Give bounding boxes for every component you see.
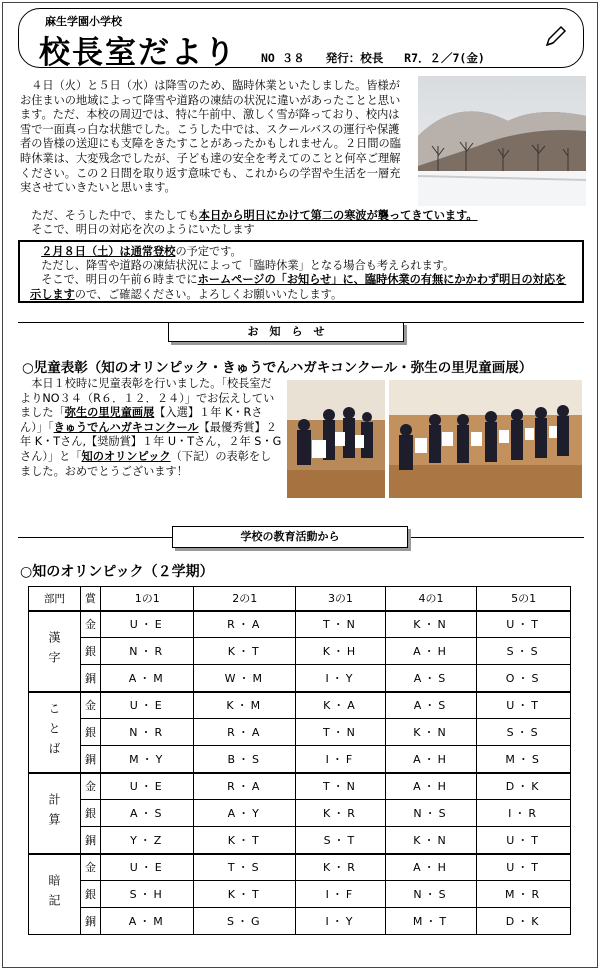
winner-cell: M・T <box>385 908 476 935</box>
medal-cell: 銅 <box>81 665 101 692</box>
notice-line-1 <box>30 245 572 259</box>
winner-cell: K・N <box>385 611 476 638</box>
award-name-art: 弥生の里児童画展 <box>64 406 155 420</box>
winner-cell: N・S <box>385 881 476 908</box>
header-award: 賞 <box>81 587 101 611</box>
notice-box <box>18 240 584 303</box>
header-dept: 部門 <box>29 587 81 611</box>
award-heading: ○児童表彰（知のオリンピック・きゅうでんハガキコンクール・弥生の里児童画展） <box>22 360 533 376</box>
winner-cell: N・R <box>101 638 194 665</box>
olympic-results-table <box>28 586 571 935</box>
award-text <box>20 377 282 479</box>
newsletter-header <box>18 8 584 71</box>
homepage-notice: ホームページの「お知らせ」に、臨時休業の有無にかかわず明日の対応を示します <box>30 273 567 301</box>
winner-cell: S・H <box>101 881 194 908</box>
notice-line-2: ただし、降雪や道路の凍結状況によって「臨時休業」となる場合も考えられます。 <box>41 259 455 273</box>
response-line <box>20 223 582 238</box>
table-row <box>29 881 571 908</box>
winner-cell: U・T <box>477 827 571 854</box>
header-class: 4の1 <box>385 587 476 611</box>
award-text-1: 本日１校時に児童表彰を行いました。「校長室だよりNO３４（R６．１２．２４）」でお伝えしていました「 <box>20 377 275 420</box>
winner-cell: B・S <box>194 746 296 773</box>
winner-cell: T・N <box>296 719 386 746</box>
winner-cell: R・A <box>194 719 296 746</box>
table-row <box>29 692 571 719</box>
header-class: 5の1 <box>477 587 571 611</box>
winner-cell: K・R <box>296 854 386 881</box>
winner-cell: K・A <box>296 692 386 719</box>
award-text-4: （下記）の表彰をしました。おめでとうございます！ <box>20 449 272 478</box>
winner-cell: A・H <box>385 854 476 881</box>
winner-cell: D・K <box>477 773 571 800</box>
winner-cell: A・H <box>385 638 476 665</box>
winner-cell: I・F <box>296 881 386 908</box>
table-row <box>29 908 571 935</box>
header-class: 2の1 <box>194 587 296 611</box>
cold-wave-lead: ただ、そうした中で、またしても <box>31 209 199 222</box>
intro-paragraph: ４日（火）と５日（水）は降雪のため、臨時休業といたしました。皆様がお住まいの地域によって降雪や道路の凍結の状況に違いがあったことと思います。ただ、本校の周辺では、特に午前中、激しく雪が降っており、校内は雪で一面真っ白な状態でした。こうした中では、スクールバスの運行や保護者の皆様の送迎にも支障をきたすことがあったかもしれません。２日間の臨時休業は、大変残念でしたが、子ども達の安全を考えてのことと何卒ご理解ください。この２日間を取り返す意味でも、これからの学習や生活を一層充実させていきたいと思います。 <box>20 79 401 195</box>
table-row <box>29 746 571 773</box>
table-row <box>29 719 571 746</box>
header-class: 3の1 <box>296 587 386 611</box>
table-row <box>29 800 571 827</box>
medal-cell: 銀 <box>81 881 101 908</box>
table-row <box>29 638 571 665</box>
award-ceremony-photo-2 <box>389 380 582 498</box>
issue-date: R7．２／7(金) <box>404 51 485 65</box>
winner-cell: A・S <box>385 665 476 692</box>
winner-cell: I・F <box>296 746 386 773</box>
response-text: そこで、明日の対応を次のようにいたします <box>31 223 255 236</box>
medal-cell: 銅 <box>81 908 101 935</box>
issuer: 発行：校長 <box>325 51 384 65</box>
notice-line-3 <box>30 273 572 301</box>
notice-line-3-lead: そこで、明日の午前６時までに <box>41 273 198 287</box>
award-name-postcard: きゅうでんハガキコンクール <box>53 420 199 434</box>
winner-cell: K・N <box>385 827 476 854</box>
cold-wave-line <box>20 209 582 224</box>
issue-number: NO ３８ <box>261 51 305 65</box>
winner-cell: U・E <box>101 854 194 881</box>
winner-cell: K・T <box>194 881 296 908</box>
winner-cell: M・Y <box>101 746 194 773</box>
cold-wave-warning: 本日から明日にかけて第二の寒波が襲ってきています。 <box>198 209 478 222</box>
winner-cell: S・S <box>477 719 571 746</box>
winner-cell: N・R <box>101 719 194 746</box>
winner-cell: M・S <box>477 746 571 773</box>
winner-cell: R・A <box>194 773 296 800</box>
medal-cell: 銅 <box>81 827 101 854</box>
winner-cell: A・H <box>385 773 476 800</box>
medal-cell: 金 <box>81 854 101 881</box>
winner-cell: S・G <box>194 908 296 935</box>
winner-cell: N・S <box>385 800 476 827</box>
winner-cell: K・N <box>385 719 476 746</box>
winner-cell: K・T <box>194 827 296 854</box>
category-cell: 漢字 <box>29 611 81 692</box>
winner-cell: I・Y <box>296 908 386 935</box>
winner-cell: U・E <box>101 611 194 638</box>
winner-cell: K・R <box>296 800 386 827</box>
category-cell: ことば <box>29 692 81 773</box>
winner-cell: I・Y <box>296 665 386 692</box>
table-row <box>29 854 571 881</box>
winner-cell: T・N <box>296 773 386 800</box>
notice-line-1-tail: の予定です。 <box>175 245 242 258</box>
winner-cell: A・M <box>101 665 194 692</box>
snow-scene-photo <box>418 76 586 206</box>
winner-cell: A・S <box>385 692 476 719</box>
award-name-olympic: 知のオリンピック <box>81 449 171 463</box>
issue-meta <box>261 50 499 66</box>
winner-cell: T・S <box>194 854 296 881</box>
header-class: 1の1 <box>101 587 194 611</box>
pencil-icon <box>543 23 569 49</box>
winner-cell: U・E <box>101 773 194 800</box>
winner-cell: K・H <box>296 638 386 665</box>
winner-cell: T・N <box>296 611 386 638</box>
intro-text <box>20 79 406 196</box>
table-row <box>29 827 571 854</box>
notice-line-3-tail: ので、ご確認ください。よろしくお願いいたします。 <box>74 287 343 301</box>
winner-cell: A・S <box>101 800 194 827</box>
medal-cell: 金 <box>81 692 101 719</box>
medal-cell: 金 <box>81 773 101 800</box>
section-title-notices: お 知 ら せ <box>168 322 404 342</box>
winner-cell: U・T <box>477 611 571 638</box>
table-row <box>29 665 571 692</box>
normal-school-day: ２月８日（土）は通常登校 <box>41 245 176 258</box>
winner-cell: U・T <box>477 692 571 719</box>
winner-cell: S・T <box>296 827 386 854</box>
winner-cell: A・M <box>101 908 194 935</box>
winner-cell: A・H <box>385 746 476 773</box>
medal-cell: 銅 <box>81 746 101 773</box>
winner-cell: U・T <box>477 854 571 881</box>
medal-cell: 銀 <box>81 800 101 827</box>
category-cell: 計算 <box>29 773 81 854</box>
school-name: 麻生学園小学校 <box>45 15 122 28</box>
table-row <box>29 611 571 638</box>
table-header-row <box>29 587 571 611</box>
winner-cell: A・Y <box>194 800 296 827</box>
winner-cell: O・S <box>477 665 571 692</box>
winner-cell: Y・Z <box>101 827 194 854</box>
winner-cell: I・R <box>477 800 571 827</box>
winner-cell: D・K <box>477 908 571 935</box>
table-row <box>29 773 571 800</box>
medal-cell: 銀 <box>81 719 101 746</box>
medal-cell: 金 <box>81 611 101 638</box>
newsletter-title: 校長室だより <box>39 35 237 71</box>
winner-cell: S・S <box>477 638 571 665</box>
winner-cell: W・M <box>194 665 296 692</box>
award-ceremony-photo-1 <box>287 380 385 498</box>
award-text-3: 【最優秀賞】２年 K・Tさん,【奨励賞】１年 U・Tさん，２年 S・Gさん）」と「 <box>20 420 282 463</box>
medal-cell: 銀 <box>81 638 101 665</box>
winner-cell: U・E <box>101 692 194 719</box>
winner-cell: R・A <box>194 611 296 638</box>
section-title-activities: 学校の教育活動から <box>172 526 408 548</box>
award-text-2: 【入選】１年 K・Rさん）」「 <box>20 406 263 434</box>
winner-cell: K・M <box>194 692 296 719</box>
olympic-heading: ○知のオリンピック（２学期） <box>20 564 214 580</box>
category-cell: 暗記 <box>29 854 81 935</box>
winner-cell: K・T <box>194 638 296 665</box>
winner-cell: M・R <box>477 881 571 908</box>
